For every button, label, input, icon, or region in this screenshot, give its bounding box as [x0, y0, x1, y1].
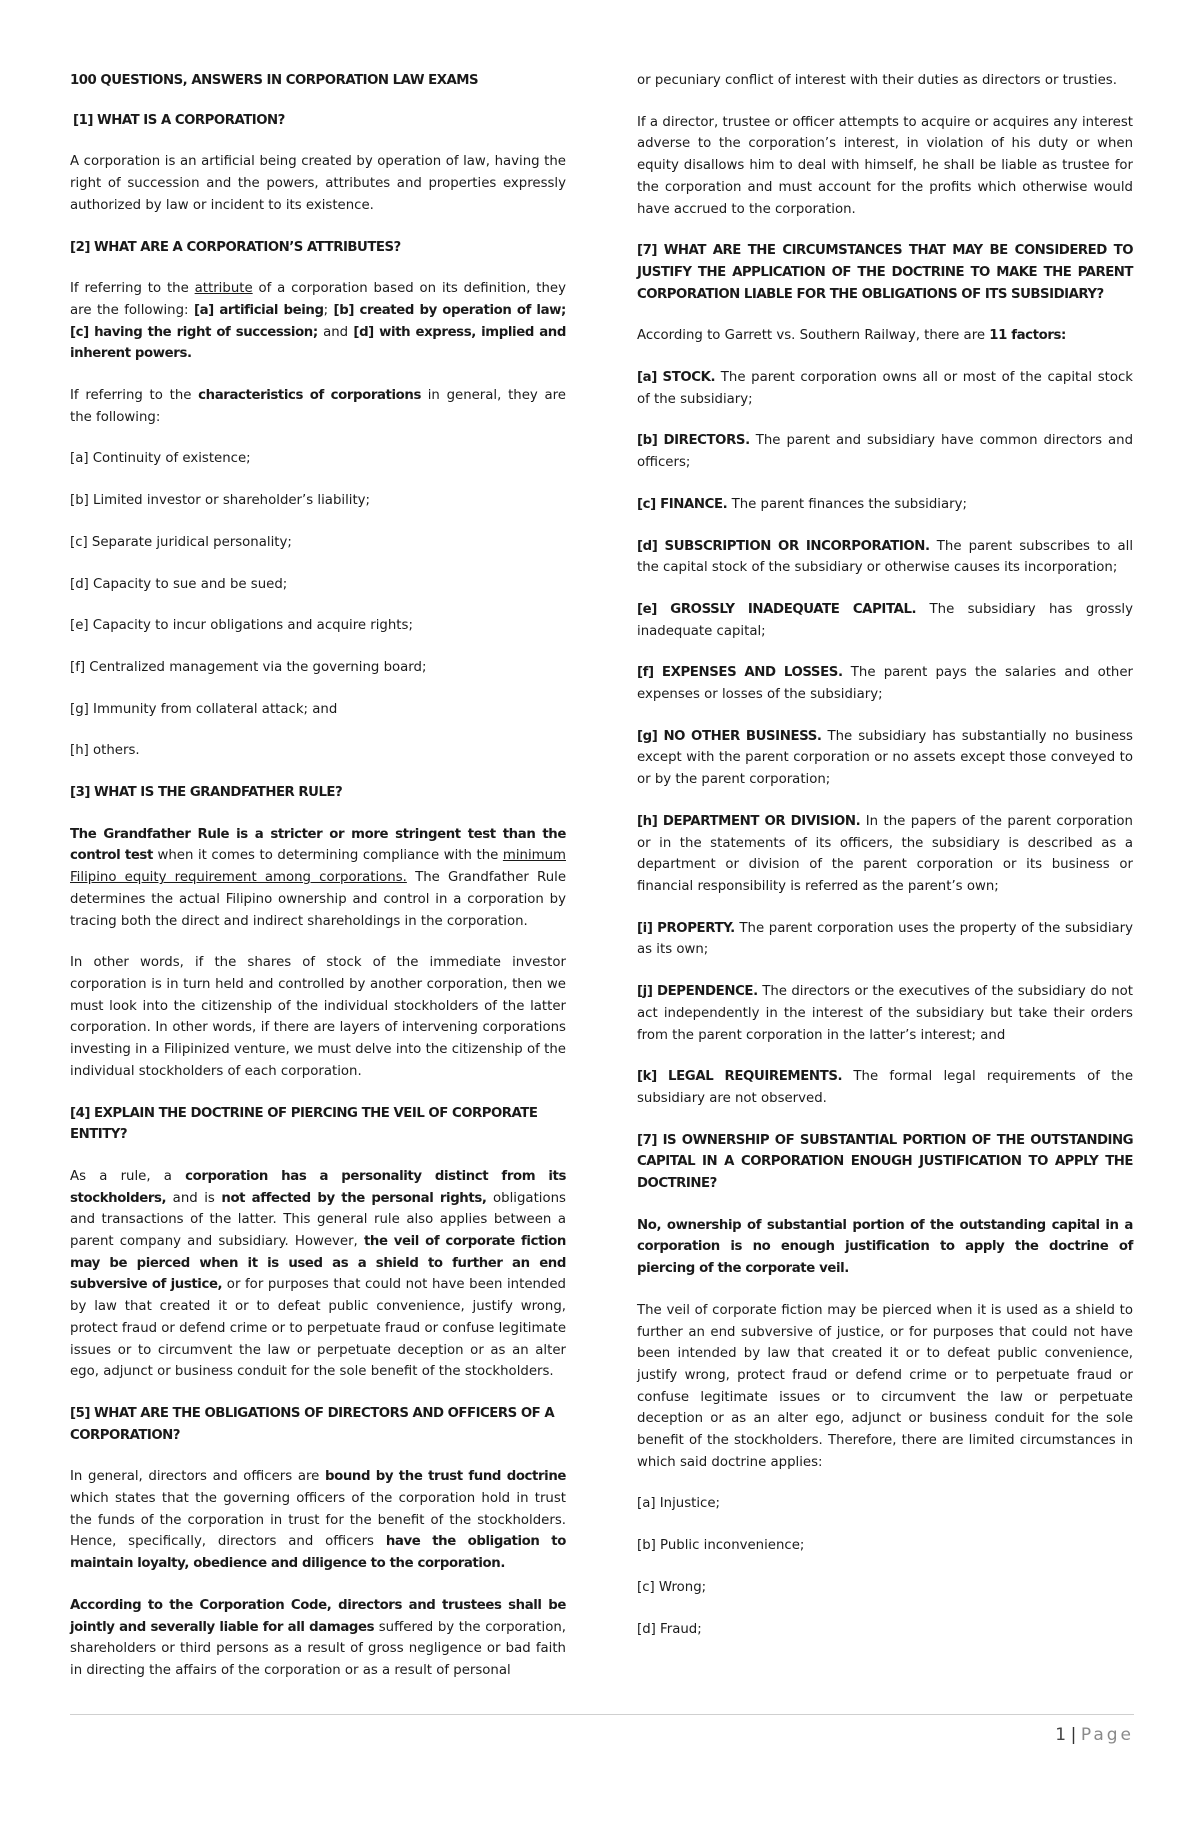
paragraph — [70, 532, 566, 554]
bold-text: not affected by the personal rights, — [221, 1190, 487, 1206]
text-run: [d] Fraud; — [637, 1621, 702, 1637]
text-run: The parent finances the subsidiary; — [727, 496, 967, 512]
right-column — [637, 70, 1133, 1660]
paragraph — [637, 536, 1133, 579]
paragraph — [637, 494, 1133, 516]
paragraph — [637, 112, 1133, 221]
text-run: According to Garrett vs. Southern Railway, there are — [637, 328, 990, 344]
bold-text: [f] EXPENSES AND LOSSES. — [637, 665, 843, 681]
paragraph — [70, 385, 566, 428]
text-run: The formal legal requirements of the subsidiary are not observed. — [637, 1069, 1133, 1106]
bold-text: characteristics of corporations — [198, 388, 421, 404]
bold-text: [h] DEPARTMENT OR DIVISION. — [637, 813, 861, 829]
page-number: 1 — [1055, 1725, 1067, 1745]
section-heading — [70, 1103, 566, 1146]
paragraph — [637, 70, 1133, 92]
paragraph — [70, 278, 566, 365]
text-run: The parent corporation owns all or most of the capital stock of the subsidiary; — [637, 370, 1133, 407]
text-run: [7] IS OWNERSHIP OF SUBSTANTIAL PORTION OF THE OUTSTANDING CAPITAL IN A CORPORATION ENOUGH JUSTIFICATION TO APPLY THE DOCTRINE? — [637, 1132, 1133, 1192]
bold-text: [a] artificial being — [193, 302, 324, 318]
bold-text: [j] DEPENDENCE. — [637, 984, 758, 1000]
text-run: [b] Public inconvenience; — [637, 1538, 805, 1554]
text-run: The parent and subsidiary have common directors and officers; — [637, 433, 1134, 471]
paragraph — [637, 1493, 1133, 1515]
paragraph — [70, 151, 566, 216]
paragraph — [70, 1466, 566, 1575]
text-run: In general, directors and officers are — [70, 1469, 325, 1485]
text-run: [4] EXPLAIN THE DOCTRINE OF PIERCING THE VEIL OF CORPORATE ENTITY? — [70, 1105, 538, 1143]
text-run: [h] others. — [70, 743, 140, 759]
bold-text: [a] STOCK. — [637, 370, 716, 386]
text-run: obligations and transactions of the latter. This general rule also applies between a parent company and subsidiary. However, — [70, 1190, 566, 1250]
bold-text: [d] with express, implied and inherent powers. — [70, 324, 566, 362]
text-run: [b] Limited investor or shareholder’s liability; — [70, 493, 371, 509]
text-run: [g] Immunity from collateral attack; and — [70, 701, 338, 717]
footer-divider — [70, 1714, 1134, 1715]
bold-text: [k] LEGAL REQUIREMENTS. — [637, 1069, 843, 1085]
paragraph — [637, 1300, 1133, 1474]
text-run: [3] WHAT IS THE GRANDFATHER RULE? — [70, 785, 343, 801]
paragraph — [637, 599, 1133, 642]
text-run: ; — [323, 302, 334, 318]
bold-text: have the obligation to maintain loyalty, obedience and diligence to the corporation. — [70, 1534, 566, 1572]
paragraph — [637, 726, 1133, 791]
bold-text: [b] DIRECTORS. — [637, 433, 750, 449]
paragraph — [637, 1577, 1133, 1599]
text-run: [e] Capacity to incur obligations and acquire rights; — [70, 618, 413, 634]
text-run: The subsidiary has substantially no business except with the parent corporation or no assets except those conveyed to or by the parent corporation; — [637, 728, 1133, 788]
text-run: when it comes to determining compliance with the — [152, 848, 503, 864]
text-run: If referring to the — [70, 281, 195, 297]
text-run: A corporation is an artificial being created by operation of law, having the right of succession and the powers, attributes and properties expressly authorized by law or incident to its existence. — [70, 154, 566, 213]
paragraph — [70, 952, 566, 1082]
underlined-text: minimum Filipino equity requirement among corporations. — [70, 848, 566, 886]
text-run: The parent corporation uses the property of the subsidiary as its own; — [637, 920, 1133, 958]
text-run: [a] Injustice; — [637, 1496, 721, 1512]
section-heading — [70, 70, 566, 92]
text-run: in general, they are the following: — [70, 388, 566, 425]
text-run: If referring to the — [70, 388, 199, 404]
section-heading — [637, 240, 1133, 305]
bold-text: [e] GROSSLY INADEQUATE CAPITAL. — [637, 601, 917, 617]
bold-text: [d] SUBSCRIPTION OR INCORPORATION. — [637, 538, 930, 554]
text-run: [d] Capacity to sue and be sued; — [70, 576, 288, 592]
paragraph — [637, 1066, 1133, 1109]
text-run: The subsidiary has grossly inadequate capital; — [637, 601, 1133, 639]
bold-text: corporation has a personality distinct from its stockholders, — [70, 1168, 566, 1206]
text-run: The Grandfather Rule determines the actual Filipino ownership and control in a corporation by tracing both the direct and indirect shareholdings in the corporation. — [70, 870, 567, 929]
bold-text: [c] FINANCE. — [637, 496, 728, 512]
section-heading — [70, 1403, 566, 1446]
text-run: The veil of corporate fiction may be pierced when it is used as a shield to further an end subversive of justice, or for purposes that could not have been intended by law that created it or to defeat public convenience, justify wrong, protect fraud or defend crime or to perpetuate fraud or confuse legitimate issues or to circumvent the law or perpetuate deception or as an alter ego, adjunct or business conduit for the sole benefit of the stockholders. Therefore, there are limited circumstances in which said doctrine applies: — [637, 1302, 1133, 1470]
paragraph — [70, 490, 566, 512]
paragraph — [70, 657, 566, 679]
bold-text: 11 factors: — [989, 328, 1066, 344]
text-run: [2] WHAT ARE A CORPORATION’S ATTRIBUTES? — [70, 239, 401, 255]
paragraph — [637, 1215, 1133, 1280]
left-column — [70, 70, 566, 1702]
text-run: In other words, if the shares of stock of the immediate investor corporation is in turn held and controlled by another corporation, then we must look into the citizenship of the individual stockholders of the latter corporation. In other words, if there are layers of intervening corporations investing in a Filipinized venture, we must delve into the citizenship of the individual stockholders of each corporation. — [70, 955, 566, 1079]
text-run: The parent subscribes to all the capital stock of the subsidiary or otherwise causes its incorporation; — [637, 538, 1134, 576]
paragraph — [637, 325, 1133, 347]
paragraph — [70, 574, 566, 596]
paragraph — [637, 662, 1133, 705]
paragraph — [70, 824, 566, 933]
bold-text: the veil of corporate fiction may be pierced when it is used as a shield to further an end subversive of justice, — [70, 1234, 566, 1293]
paragraph — [70, 699, 566, 721]
section-heading — [70, 237, 566, 259]
text-run: or for purposes that could not have been intended by law that created it or to defeat public convenience, justify wrong, protect fraud or defend crime or to perpetuate fraud or confuse legitimate issues or to circumvent the law or perpetuate deception or as an alter ego, adjunct or business conduit for the sole benefit of the stockholders. — [70, 1277, 566, 1380]
text-run: 100 QUESTIONS, ANSWERS IN CORPORATION LAW EXAMS — [70, 73, 479, 88]
bold-text: According to the Corporation Code, directors and trustees shall be jointly and severally liable for all damages — [70, 1597, 566, 1635]
text-run: and is — [166, 1190, 222, 1206]
paragraph — [637, 981, 1133, 1046]
paragraph — [637, 1535, 1133, 1557]
text-run: or pecuniary conflict of interest with their duties as directors or trusties. — [637, 73, 1117, 88]
text-run: of a corporation based on its definition, they are the following: — [70, 281, 566, 318]
underlined-text: attribute — [194, 281, 253, 297]
text-run: In the papers of the parent corporation or in the statements of its officers, the subsidiary is described as a department or division of the parent corporation or its business or financial responsibility is referred as the parent’s own; — [637, 813, 1133, 894]
text-run: [a] Continuity of existence; — [70, 451, 251, 467]
text-run: [7] WHAT ARE THE CIRCUMSTANCES THAT MAY BE CONSIDERED TO JUSTIFY THE APPLICATION OF THE DOCTRINE TO MAKE THE PARENT CORPORATION LIABLE FOR THE OBLIGATIONS OF ITS SUBSIDIARY? — [637, 243, 1133, 302]
paragraph — [70, 1595, 566, 1682]
text-run: and — [317, 324, 354, 340]
bold-text: bound by the trust fund doctrine — [325, 1469, 566, 1485]
paragraph — [637, 918, 1133, 961]
section-heading — [70, 782, 566, 804]
paragraph — [70, 1166, 566, 1383]
section-heading — [637, 1130, 1133, 1195]
text-run: [c] Separate juridical personality; — [70, 534, 292, 550]
text-run: The parent pays the salaries and other expenses or losses of the subsidiary; — [637, 665, 1133, 703]
text-run: [5] WHAT ARE THE OBLIGATIONS OF DIRECTORS AND OFFICERS OF A CORPORATION? — [70, 1405, 555, 1443]
paragraph — [70, 615, 566, 637]
bold-text: No, ownership of substantial portion of the outstanding capital in a corporation is no enough justification to apply the doctrine of piercing of the corporate veil. — [637, 1217, 1133, 1277]
text-run: The directors or the executives of the subsidiary do not act independently in the interest of the subsidiary but take their orders from the parent corporation in the latter’s interest; and — [637, 984, 1133, 1043]
page-footer — [1055, 1725, 1134, 1745]
text-run: [c] Wrong; — [637, 1579, 707, 1595]
text-run: suffered by the corporation, shareholders or third persons as a result of gross negligence or bad faith in directing the affairs of the corporation or as a result of personal — [70, 1619, 566, 1678]
paragraph — [637, 1619, 1133, 1641]
bold-text: [g] NO OTHER BUSINESS. — [637, 728, 822, 744]
text-run: which states that the governing officers of the corporation hold in trust the funds of the corporation in trust for the benefit of the stockholders. Hence, specifically, directors and officers — [70, 1491, 566, 1550]
paragraph — [637, 430, 1133, 473]
bold-text: [i] PROPERTY. — [637, 920, 735, 936]
paragraph — [70, 740, 566, 762]
bold-text: The Grandfather Rule is a stricter or more stringent test than the control test — [70, 826, 566, 864]
text-run: [f] Centralized management via the governing board; — [70, 659, 427, 675]
paragraph — [70, 448, 566, 470]
footer-separator: | — [1070, 1725, 1077, 1745]
text-run: If a director, trustee or officer attempts to acquire or acquires any interest adverse to the corporation’s interest, in violation of his duty or when equity disallows him to deal with himself, he shall be liable as trustee for the corporation and must account for the profits which otherwise would have accrued to the corporation. — [637, 114, 1133, 217]
paragraph — [637, 811, 1133, 898]
text-run: [1] WHAT IS A CORPORATION? — [73, 112, 285, 128]
section-heading — [70, 110, 566, 132]
paragraph — [637, 367, 1133, 410]
page-label: Page — [1080, 1725, 1134, 1745]
text-run: As a rule, a — [70, 1168, 186, 1184]
bold-text: [b] created by operation of law; [c] having the right of succession; — [70, 302, 566, 340]
